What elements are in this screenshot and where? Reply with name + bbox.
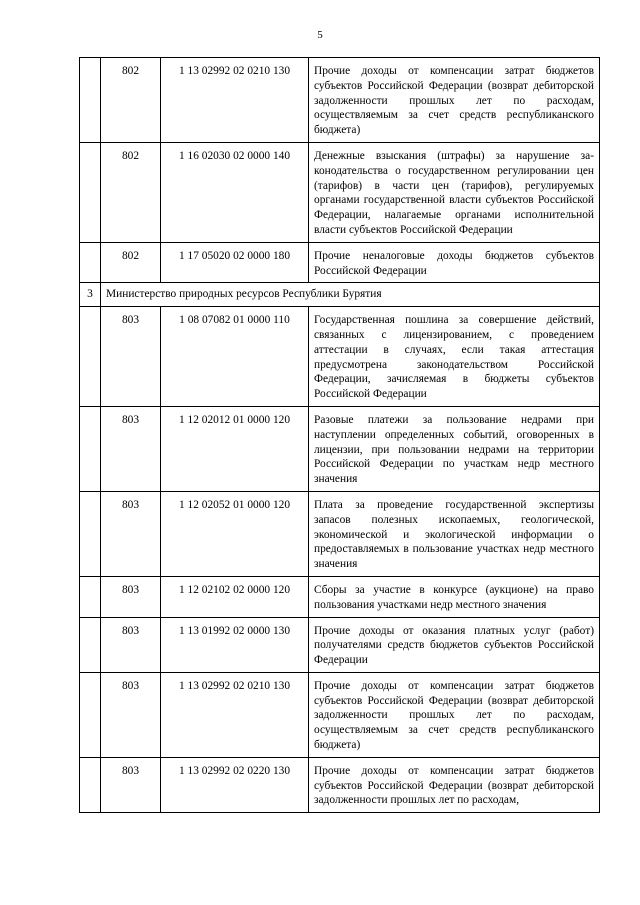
revenue-code-cell: 1 13 02992 02 0220 130 [161,757,309,812]
description-cell: Прочие неналоговые доходы бюджетов субъектов Российской Федерации [309,242,600,283]
index-cell [80,58,101,143]
revenue-code-cell: 1 12 02012 01 0000 120 [161,406,309,491]
index-cell [80,672,101,757]
admin-code-cell: 802 [101,58,161,143]
index-cell [80,242,101,283]
admin-code-cell: 803 [101,757,161,812]
description-cell: Денежные взыскания (штрафы) за нарушение законодательства о государственном регулировании цен (тарифов) в части цен (тарифов), регулируемых органами государственной власти субъектов Российской Федерации, налагаемые органами исполнительной власти субъектов Российской Федерации [309,142,600,242]
revenue-code-cell: 1 17 05020 02 0000 180 [161,242,309,283]
section-header-row [80,283,600,307]
revenue-code-cell: 1 13 02992 02 0210 130 [161,58,309,143]
description-cell: Прочие доходы от компенсации затрат бюджетов субъектов Российской Федерации (возврат дебиторской задолженности прошлых лет по расходам, осуществляемым за счет средств республиканского бюджета) [309,58,600,143]
table-row [80,491,600,576]
description-cell: Прочие доходы от оказания платных услуг (работ) получателями средств бюджетов субъектов Российской Федерации [309,617,600,672]
table-row [80,672,600,757]
table-row [80,242,600,283]
admin-code-cell: 803 [101,491,161,576]
table-row [80,58,600,143]
admin-code-cell: 802 [101,142,161,242]
revenue-codes-table [79,57,600,813]
table-row [80,576,600,617]
admin-code-cell: 803 [101,672,161,757]
description-cell: Государственная пошлина за совершение действий, связанных с лицензированием, с проведением аттестации в случаях, если такая аттестация предусмотрена законодательством Российской Федерации, зачисляемая в бюджеты субъектов Российской Федерации [309,307,600,407]
index-cell [80,617,101,672]
admin-code-cell: 803 [101,307,161,407]
description-cell: Прочие доходы от компенсации затрат бюджетов субъектов Российской Федерации (возврат дебиторской задолженности прошлых лет по расходам, осуществляемым за счет средств республиканского бюджета) [309,672,600,757]
index-cell [80,491,101,576]
revenue-code-cell: 1 13 02992 02 0210 130 [161,672,309,757]
page-number: 5 [317,29,323,41]
table-row [80,142,600,242]
admin-code-cell: 803 [101,617,161,672]
revenue-code-cell: 1 08 07082 01 0000 110 [161,307,309,407]
index-cell [80,406,101,491]
revenue-code-cell: 1 13 01992 02 0000 130 [161,617,309,672]
revenue-code-cell: 1 16 02030 02 0000 140 [161,142,309,242]
index-cell [80,142,101,242]
section-index: 3 [80,283,101,307]
table-row [80,406,600,491]
table-row [80,757,600,812]
index-cell [80,757,101,812]
description-cell: Плата за проведение государственной экспертизы запасов полезных ископаемых, геологической, экономической и экологической информации о предоставляемых в пользование участках недр местного значения [309,491,600,576]
table-row [80,307,600,407]
description-cell: Прочие доходы от компенсации затрат бюджетов субъектов Российской Федерации (возврат дебиторской задолженности прошлых лет по расходам, [309,757,600,812]
admin-code-cell: 802 [101,242,161,283]
index-cell [80,576,101,617]
admin-code-cell: 803 [101,406,161,491]
revenue-code-cell: 1 12 02102 02 0000 120 [161,576,309,617]
description-cell: Разовые платежи за пользование недрами при наступлении определенных событий, оговоренных в лицензии, при пользовании недрами на территории Российской Федерации по участкам недр местного значения [309,406,600,491]
index-cell [80,307,101,407]
description-cell: Сборы за участие в конкурсе (аукционе) на право пользования участками недр местного значения [309,576,600,617]
section-title: Министерство природных ресурсов Республики Бурятия [101,283,600,307]
revenue-code-cell: 1 12 02052 01 0000 120 [161,491,309,576]
admin-code-cell: 803 [101,576,161,617]
table-row [80,617,600,672]
